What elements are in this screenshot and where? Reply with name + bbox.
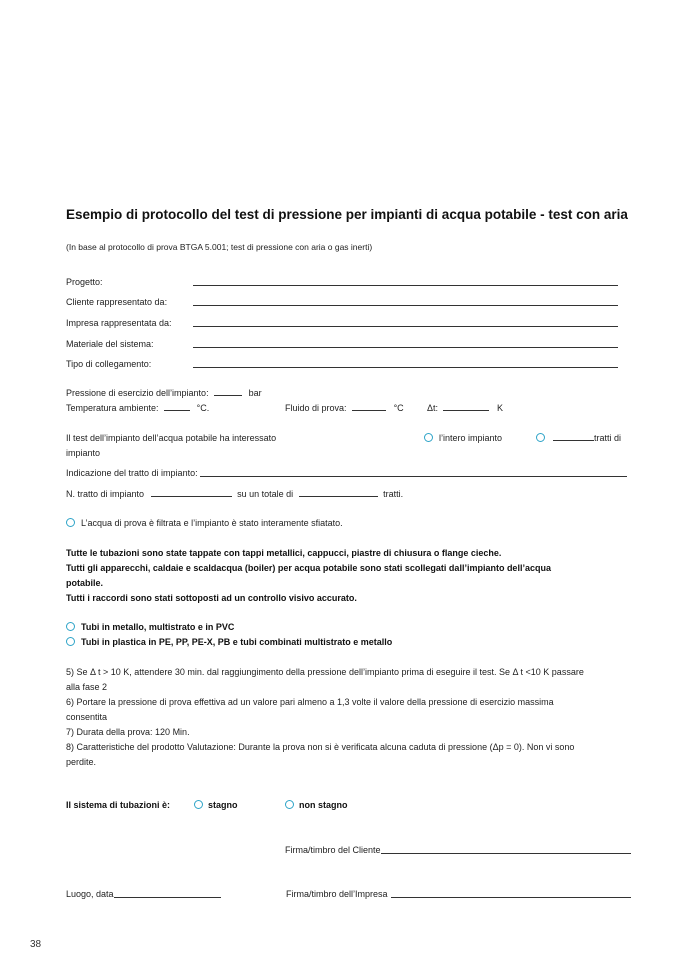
page-title: Esempio di protocollo del test di pressione per impianti di acqua potabile - test con aria [66,207,628,222]
filtrata-option[interactable] [66,516,343,530]
tratto-row [66,487,403,501]
option-tratti-label: tratti di [594,433,622,443]
field-cliente [66,295,618,309]
delta-row [427,401,503,415]
indicazione-row [66,466,627,480]
step-line: consentita [66,712,108,722]
pressione-label: Pressione di esercizio dell’impianto: [66,388,209,398]
temperatura-input-line[interactable] [164,401,190,411]
radio-filtrata-icon[interactable] [66,518,75,527]
firma-cliente-line[interactable] [381,844,631,854]
fluido-row [285,401,404,415]
step-line: 6) Portare la pressione di prova effettiva ad un valore pari almeno a 1,3 volte il valore della pressione di esercizio massima [66,697,554,707]
delta-label: Δt: [427,403,439,413]
impresa-input-line[interactable] [193,317,618,327]
collegamento-input-line[interactable] [193,358,618,368]
result-stagno-label: stagno [208,800,238,810]
radio-intero-icon[interactable] [424,433,433,442]
pressione-row [66,386,262,400]
field-collegamento [66,357,618,371]
temperatura-unit: °C. [196,403,210,413]
fluido-input-line[interactable] [352,401,386,411]
fluido-label: Fluido di prova: [285,403,347,413]
indicazione-label: Indicazione del tratto di impianto: [66,468,198,478]
pressione-input-line[interactable] [214,386,242,396]
page-subtitle: (In base al protocollo di prova BTGA 5.001; test di pressione con aria o gas inerti) [66,242,373,252]
statements-block [66,546,636,605]
materiale-input-line[interactable] [193,338,618,348]
pressione-unit: bar [248,388,262,398]
field-label: Impresa rappresentata da: [66,318,172,328]
steps-block [66,665,641,769]
option-intero-label: l’intero impianto [439,433,503,443]
scope-question-line2: impianto [66,448,101,458]
radio-plastica-icon[interactable] [66,637,75,646]
field-label: Progetto: [66,277,103,287]
result-non-stagno-label: non stagno [299,800,348,810]
indicazione-input-line[interactable] [200,467,627,477]
firma-impresa-label: Firma/timbro dell’Impresa [286,889,388,899]
scope-question [66,431,276,460]
totale-input-line[interactable] [299,487,378,497]
luogo-data-line[interactable] [114,888,221,898]
delta-input-line[interactable] [443,401,489,411]
pipe-plastica-label: Tubi in plastica in PE, PP, PE-X, PB e tubi combinati multistrato e metallo [81,637,393,647]
statement-line: Tutte le tubazioni sono state tappate con tappi metallici, cappucci, piastre di chiusura o flange cieche. [66,548,502,558]
fluido-unit: °C [393,403,404,413]
radio-stagno-icon[interactable] [194,800,203,809]
step-line: alla fase 2 [66,682,108,692]
option-tratti[interactable] [536,431,621,445]
result-non-stagno-option[interactable] [285,798,348,812]
delta-unit: K [497,403,504,413]
field-label: Tipo di collegamento: [66,359,152,369]
radio-non-stagno-icon[interactable] [285,800,294,809]
firma-cliente-label: Firma/timbro del Cliente [285,845,381,855]
step-line: 8) Caratteristiche del prodotto Valutazione: Durante la prova non si è verificata alcuna caduta di pressione (Δp = 0). Non vi sono [66,742,575,752]
luogo-data-label: Luogo, data [66,889,114,899]
firma-impresa-line[interactable] [391,888,631,898]
field-impresa [66,316,618,330]
statement-line: potabile. [66,578,104,588]
statement-line: Tutti i raccordi sono stati sottoposti ad un controllo visivo accurato. [66,593,357,603]
pipe-plastica-option[interactable] [66,635,392,649]
page-number: 38 [30,939,42,950]
field-label: Cliente rappresentato da: [66,297,168,307]
result-stagno-option[interactable] [194,798,238,812]
pipe-metallo-label: Tubi in metallo, multistrato e in PVC [81,622,235,632]
result-label: Il sistema di tubazioni è: [66,800,171,810]
tratti-suffix: tratti. [383,489,404,499]
totale-label: su un totale di [237,489,294,499]
statement-line: Tutti gli apparecchi, caldaie e scaldacqua (boiler) per acqua potabile sono stati scollegati dall’impianto dell’acqua [66,563,551,573]
tratti-input-line[interactable] [553,431,594,441]
firma-cliente-row [285,843,631,857]
filtrata-label: L’acqua di prova è filtrata e l’impianto è stato interamente sfiatato. [81,518,343,528]
scope-question-line1: Il test dell’impianto dell’acqua potabile ha interessato [66,433,277,443]
step-line: 5) Se Δ t > 10 K, attendere 30 min. dal raggiungimento della pressione dell’impianto prima di eseguire il test. Se Δ t <10 K passare [66,667,584,677]
radio-tratti-icon[interactable] [536,433,545,442]
pipe-metallo-option[interactable] [66,620,234,634]
tratto-label: N. tratto di impianto [66,489,145,499]
field-materiale [66,337,618,351]
cliente-input-line[interactable] [193,296,618,306]
temperatura-label: Temperatura ambiente: [66,403,159,413]
radio-metallo-icon[interactable] [66,622,75,631]
step-line: 7) Durata della prova: 120 Min. [66,727,190,737]
tratto-input-line[interactable] [151,487,232,497]
option-intero[interactable] [424,431,502,445]
progetto-input-line[interactable] [193,276,618,286]
step-line: perdite. [66,757,97,767]
firma-impresa-row [286,887,631,901]
temperatura-row [66,401,209,415]
field-progetto [66,275,618,289]
luogo-data-row [66,887,221,901]
field-label: Materiale del sistema: [66,339,154,349]
